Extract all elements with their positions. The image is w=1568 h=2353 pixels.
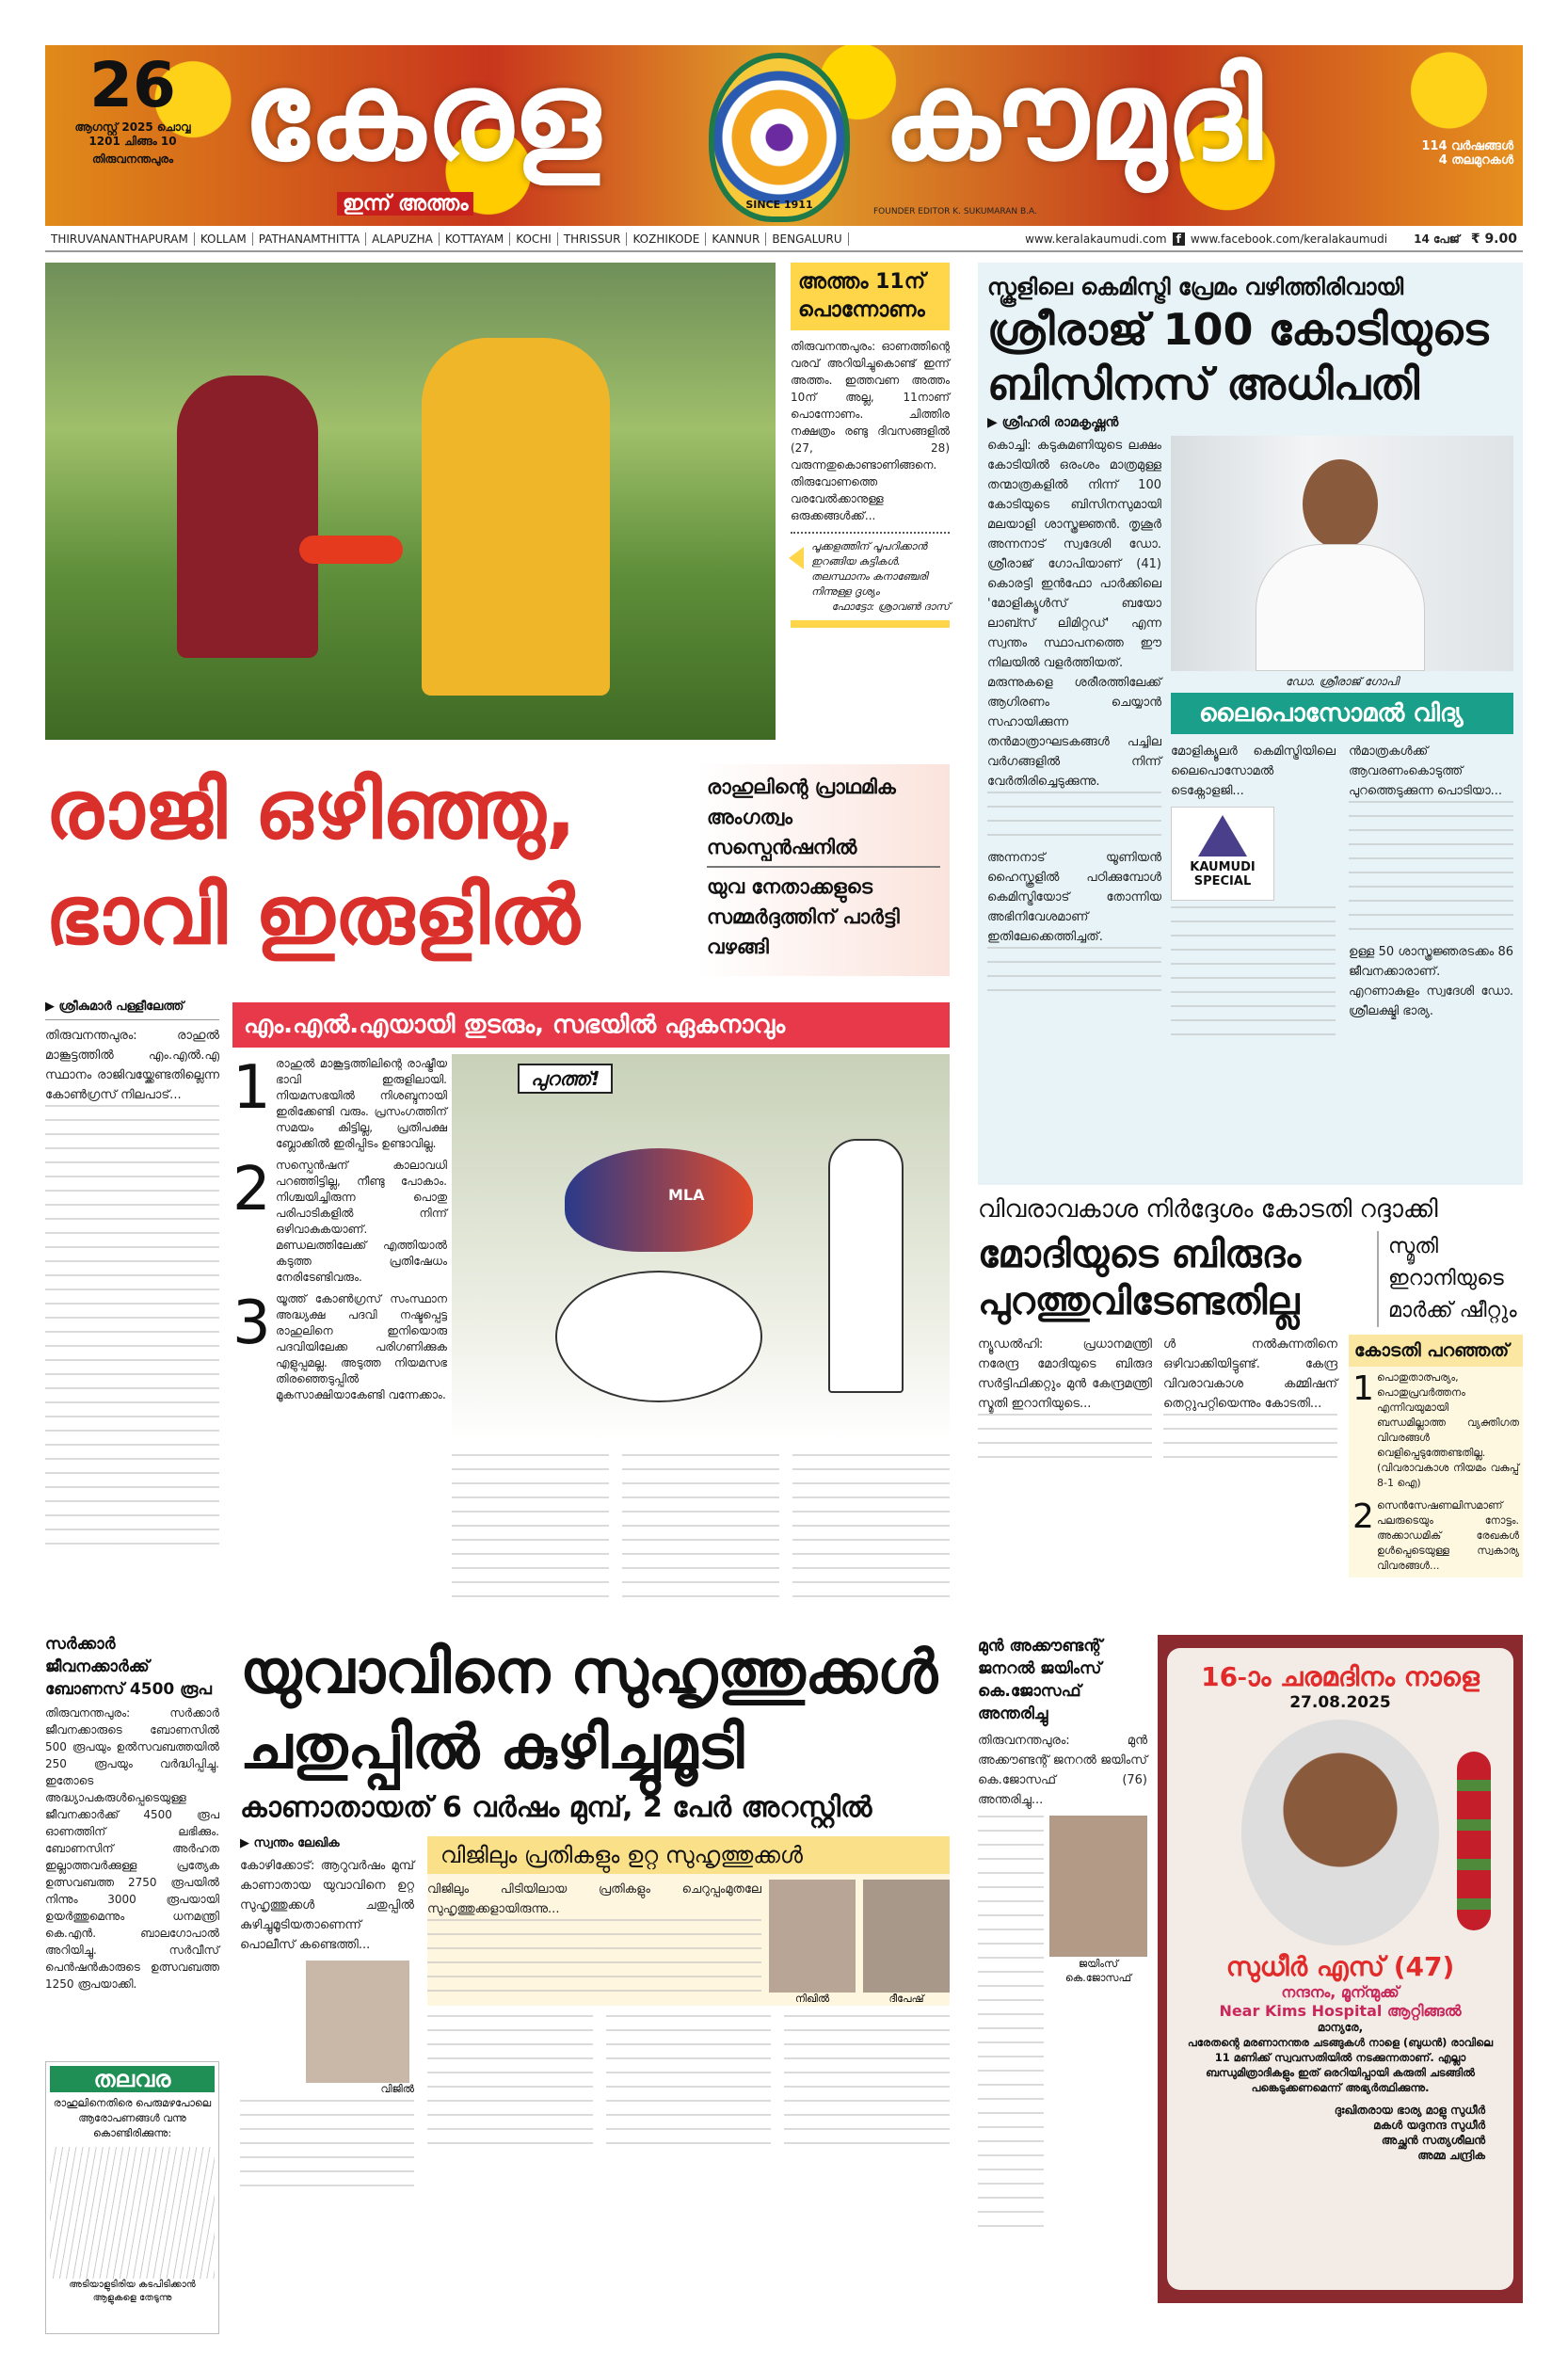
body-text-lines [978, 1816, 1044, 2230]
atham-headline: അത്തം 11ന് പൊന്നോണം [791, 263, 950, 330]
price: ₹ 9.00 [1470, 232, 1517, 247]
portrait-head [1303, 459, 1378, 549]
cartoon-speech-label: പുറത്ത്! [518, 1064, 613, 1094]
city-link[interactable]: PATHANAMTHITTA [253, 232, 366, 246]
modi-story [978, 1193, 1523, 1577]
city-link[interactable]: BENGALURU [766, 232, 848, 246]
point-number: 1 [1352, 1369, 1374, 1408]
bonus-headline: സർക്കാർ ജീവനക്കാർക്ക് ബോണസ് 4500 രൂപ [45, 1635, 212, 1699]
bonus-body: തിരുവനന്തപുരം: സർക്കാർ ജീവനക്കാരുടെ ബോണസിൽ 500 രൂപയും ഉൽസവബത്തയിൽ 250 രൂപയും വർദ്ധിപ്പിച്ചു. ഇതോടെ അദ്ധ്യാപകരുൾപ്പെടെയുള്ള ജീവനക്കാർക്ക് 4500 രൂപ ഓണത്തിന് ലഭിക്കും. ബോണസിന് അർഹത ഇല്ലാത്തവർക്കുള്ള പ്രത്യേക ഉത്സവബത്ത 2750 രൂപയിൽ നിന്നും 3000 രൂപയായി ഉയർത്തുമെന്നും ധനമന്ത്രി കെ.എൻ. ബാലഗോപാൽ അറിയിച്ചു. സർവീസ് പെൻഷൻകാരുടെ ഉത്സവബത്ത 1250 രൂപയാക്കി. [45, 1706, 219, 1991]
side-headline: യുവ നേതാക്കളുടെ സമ്മർദ്ദത്തിന് പാർട്ടി വഴങ്ങി [707, 875, 900, 958]
rahul-points [232, 1053, 447, 1409]
anniversary-badge [1400, 139, 1513, 168]
generations-label: 4 തലമുറകൾ [1438, 153, 1513, 168]
body-text-lines [987, 947, 1161, 1003]
city-link[interactable]: KOLLAM [195, 232, 253, 246]
body-text-lines [987, 792, 1161, 848]
numbered-point [232, 1053, 447, 1152]
lab-coat [1256, 544, 1425, 671]
photo-caption: ദീപേഷ് [888, 1993, 924, 2005]
photo-credit: ഫോട്ടോ: ശ്രാവൺ ദാസ് [831, 600, 950, 613]
website-link[interactable]: www.keralakaumudi.com [1025, 232, 1167, 246]
court-said-title: കോടതി പറഞ്ഞത് [1349, 1335, 1523, 1367]
photo-caption: നിഖിൽ [794, 1993, 830, 2005]
murder-subhead: കാണാതായത് 6 വർഷം മുമ്പ്, 2 പേർ അറസ്റ്റിൽ [240, 1791, 872, 1824]
court-said-box [1349, 1335, 1523, 1577]
body-text-lines [978, 1414, 1152, 1470]
box-body: വിജിലും പിടിയിലായ പ്രതികളും ചെറുപ്പംമുതലേ സുഹൃത്തുക്കളായിരുന്നു... [427, 1882, 761, 1916]
family-member: ദുഃഖിതരായ ഭാര്യ മാളു സുധീർ [1334, 2104, 1485, 2117]
point-text: സെൻസേഷണലിസമാണ് പലരുടെയും നോട്ടം. അക്കാഡമിക് രേഖകൾ ഉൾപ്പെടെയുള്ള സ്വകാര്യ വിവരങ്ങൾ... [1377, 1499, 1519, 1572]
thalavara-caption: അടിയാളുടിരിയ കടപിടിക്കാൻ ആളുകളെ തേടുന്നു [69, 2280, 196, 2303]
point-text: സസ്പെൻഷന് കാലാവധി പറഞ്ഞിട്ടില്ല, നീണ്ടു പോകാം. നിശ്ചയിച്ചിരുന്ന പൊതു പരിപാടികളിൽ നിന്ന് ഒഴിവാകുകയാണ്. മണ്ഡലത്തിലേക്ക് എത്തിയാൽ കടുത്ത പ്രതിഷേധം നേരിടേണ്ടിവരും. [276, 1159, 447, 1284]
logo-left: കേരള [243, 45, 600, 187]
date-day: 26 [89, 49, 176, 121]
facebook-icon: f [1173, 232, 1185, 246]
sreeraj-body: അന്നനാട് യൂണിയൻ ഹൈസ്കൂളിൽ പഠിക്കുമ്പോൾ കെമിസ്ട്രിയോട് തോന്നിയ അഭിനിവേശമാണ് ഇതിലേക്കെത്തിച്ചത്. [987, 851, 1161, 944]
bonus-story [45, 1633, 219, 1993]
founder-editor: FOUNDER EDITOR K. SUKUMARAN B.A. [873, 207, 1037, 216]
atham-photo [45, 263, 776, 740]
today-label: ഇന്ന് അത്തം [337, 192, 473, 216]
murder-box-title: വിജിലും പ്രതികളും ഉറ്റ സുഹൃത്തുക്കൾ [427, 1836, 950, 1874]
body-text-lines [427, 1919, 761, 1994]
sreeraj-body: മരുന്നുകളെ ശരീരത്തിലേക്ക് ആഗിരണം ചെയ്യാൻ സഹായിക്കുന്ന തൻമാത്രാഘടകങ്ങൾ പച്ചില വർഗങ്ങളിൽ നിന്ന് വേർതിരിച്ചെടുക്കുന്നു. [987, 676, 1161, 789]
murder-headline: യുവാവിനെ സുഹൃത്തുക്കൾ ചതുപ്പിൽ കുഴിച്ചുമൂടി [240, 1638, 938, 1783]
atham-story [791, 263, 950, 628]
rahul-continued [452, 1454, 950, 1609]
modi-body: ന്യൂഡൽഹി: പ്രധാനമന്ത്രി നരേന്ദ്ര മോദിയുടെ ബിരുദ സർട്ടിഫിക്കറ്റും മുൻ കേന്ദ്രമന്ത്രി സ്മൃതി ഇറാനിയുടെ... [978, 1337, 1152, 1411]
atham-body: തിരുവനന്തപുരം: ഓണത്തിന്റെ വരവ് അറിയിച്ചുകൊണ്ട് ഇന്ന് അത്തം. ഇത്തവണ അത്തം 10ന് അല്ല, 11നാണ് പൊന്നോണം. ചിത്തിര നക്ഷത്രം രണ്ടു ദിവസങ്ങളിൽ (27, 28) വരുന്നതുകൊണ്ടാണിങ്ങനെ. [791, 340, 950, 472]
child-figure [177, 376, 318, 658]
edition-nav [45, 228, 1523, 252]
byline-name: സ്വന്തം ലേഖിക [253, 1836, 340, 1850]
obit-date: 27.08.2025 [1289, 1693, 1391, 1712]
sreeraj-headline: ശ്രീരാജ് 100 കോടിയുടെ ബിസിനസ് അധിപതി [987, 304, 1489, 409]
jayims-story [978, 1635, 1147, 2230]
family-member: മകൾ യദുനന്ദ സുധീർ [1373, 2119, 1485, 2132]
thalavara-title: തലവര [50, 2066, 215, 2092]
body-text-lines [1171, 906, 1336, 1038]
city-link[interactable]: ALAPUZHA [366, 232, 440, 246]
byline-name: ശ്രീകുമാർ പള്ളീലേത്ത് [58, 1000, 184, 1014]
obit-name: സുധീർ എസ് (47) [1225, 1951, 1455, 1982]
obituary-ad [1158, 1635, 1523, 2303]
sreeraj-photo [1171, 436, 1513, 671]
rahul-sidebar [697, 764, 950, 976]
photo-caption: ജയിംസ് കെ.ജോസഫ് [1064, 1958, 1132, 1984]
section-body: ൻമാത്രകൾക്ക് ആവരണംകൊടുത്ത് പുറത്തെടുക്കുന്ന പൊടിയാ... [1349, 744, 1503, 798]
photo-caption: വിജിൽ [380, 2083, 414, 2095]
numbered-point [232, 1155, 447, 1286]
since-label: SINCE 1911 [745, 199, 813, 211]
city-link[interactable]: THRISSUR [558, 232, 628, 246]
point-text: പൊതുതാത്പര്യം, പൊതുപ്രവർത്തനം എന്നിവയുമായി ബന്ധമില്ലാത്ത വ്യക്തിഗത വിവരങ്ങൾ വെളിപ്പെടുത്തേണ്ടതില്ല. (വിവരാവകാശ നിയമം വകുപ്പ് 8-1 ഐ) [1377, 1371, 1519, 1489]
court-points [1349, 1367, 1523, 1577]
triangle-icon [1198, 815, 1247, 856]
page-count: 14 പേജ് [1414, 232, 1460, 246]
kaumudi-special-badge [1171, 807, 1274, 901]
obit-portrait [1241, 1720, 1439, 1945]
jayims-body: തിരുവനന്തപുരം: മുൻ അക്കൗണ്ടന്റ് ജനറൽ ജയിംസ് കെ.ജോസഫ് (76) അന്തരിച്ചു... [978, 1734, 1147, 1807]
date-malayalam: 1201 ചിങ്ങം 10 [88, 135, 177, 148]
rahul-headline: രാജി ഒഴിഞ്ഞു, ഭാവി ഇരുളിൽ [45, 763, 580, 963]
victim-photo [306, 1961, 409, 2083]
murder-body: കോഴിക്കോട്: ആറുവർഷം മുമ്പ് കാണാതായ യുവാവിനെ ഉറ്റ സുഹൃത്തുക്കൾ ചതുപ്പിൽ കുഴിച്ചുമൂടിയതാണെന്ന് പൊലീസ് കണ്ടെത്തി... [240, 1859, 414, 1952]
obit-salutation: മാന്യരേ, [1317, 2021, 1364, 2034]
city-list [45, 232, 849, 246]
obit-address: Near Kims Hospital ആറ്റിങ്ങൽ [1219, 2002, 1462, 2020]
murder-story: യുവാവിനെ സുഹൃത്തുക്കൾ ചതുപ്പിൽ കുഴിച്ചുമൂടി കാണാതായത് 6 വർഷം മുമ്പ്, 2 പേർ അറസ്റ്റിൽ ▶ സ്വന്തം ലേഖിക കോഴിക്കോട്: ആറുവർഷം മുമ്പ് കാണാതായ യുവാവിനെ ഉറ്റ സുഹൃത്തുക്കൾ ചതുപ്പിൽ കുഴിച്ചുമൂടിയതാണെന്ന് പൊലീസ് കണ്ടെത്തി... വിജിൽ വിജിലും പ്രതികളും ഉറ്റ സുഹൃത്തുക്കൾ വിജിലും പിടിയിലായ പ്രതികളും ചെറുപ്പംമുതലേ സുഹൃത്തുക്കളായിരുന്നു... നിഖിൽ ദീപേഷ് [240, 1635, 950, 2194]
body-text-lines [240, 2100, 414, 2194]
accused-photo [769, 1880, 856, 1993]
masthead [45, 45, 1523, 226]
city-link[interactable]: KOCHI [510, 232, 558, 246]
modi-kicker: വിവരാവകാശ നിർദ്ദേശം കോടതി റദ്ദാക്കി [978, 1195, 1438, 1224]
rahul-story: ▶ ശ്രീകുമാർ പള്ളീലേത്ത് തിരുവനന്തപുരം: രാഹുൽ മാങ്കൂട്ടത്തിൽ എം.എൽ.എ സ്ഥാനം രാജിവയ്ക്കേണ്ടതില്ലെന്ന കോൺഗ്രസ് നിലപാട്... [45, 1000, 219, 1557]
city-link[interactable]: THIRUVANANTHAPURAM [45, 232, 195, 246]
section-body: മോളിക്യൂലർ കെമിസ്ട്രിയിലെ ലൈപൊസോമൽ ടെക്നോളജി... [1171, 744, 1336, 798]
rahul-banner: എം.എൽ.എയായി തുടരും, സഭയിൽ ഏകനാവും [232, 1002, 950, 1048]
flowers [299, 536, 403, 564]
court-point [1349, 1367, 1523, 1495]
obit-message: പരേതന്റെ മരണാനന്തര ചടങ്ങുകൾ നാളെ (ബുധൻ) രാവിലെ 11 മണിക്ക് സ്വവസതിയിൽ നടക്കുന്നതാണ്. എല്ലാ ബന്ധുമിത്രാദികളും ഇത് ഒരറിയിപ്പായി കരുതി ചടങ്ങിൽ പങ്കെടുക്കണമെന്ന് അഭ്യർത്ഥിക്കുന്നു. [1187, 2036, 1494, 2094]
modi-side-headline: സ്മൃതി ഇറാനിയുടെ മാർക്ക് ഷീറ്റും [1377, 1231, 1523, 1327]
politician-figure [555, 1271, 762, 1402]
point-number: 3 [232, 1289, 271, 1358]
thalavara-cartoon [45, 2061, 219, 2334]
byline: ▶ ശ്രീഹരി രാമകൃഷ്ണൻ [987, 415, 1119, 430]
obit-address: നന്ദനം, മൂന്ന്മുക്ക് [1281, 1983, 1400, 2001]
jayims-photo [1049, 1816, 1147, 1957]
point-number: 1 [232, 1053, 271, 1123]
facebook-link[interactable]: www.facebook.com/keralakaumudi [1190, 232, 1388, 246]
years-label: 114 വർഷങ്ങൾ [1421, 139, 1513, 153]
pookalam-emblem [709, 53, 850, 222]
politician-figure [828, 1139, 904, 1393]
photo-caption [791, 532, 950, 615]
court-point [1349, 1495, 1523, 1577]
rain-cartoon [50, 2147, 215, 2279]
family-member: അച്ഛൻ സത്യശീലൻ [1381, 2134, 1485, 2147]
city-link[interactable]: KOZHIKODE [627, 232, 706, 246]
obit-family [1167, 2103, 1513, 2163]
body-text-lines [1349, 801, 1513, 942]
thalavara-text: രാഹുലിനെതിരെ പെരുമഴപോലെ ആരോപണങ്ങൾ വന്നു കൊണ്ടിരിക്കുന്നു: [53, 2097, 212, 2139]
accused-photo [863, 1880, 950, 1993]
city-link[interactable]: KANNUR [706, 232, 766, 246]
sreeraj-body: കൊച്ചി: കടുകുമണിയുടെ ലക്ഷം കോടിയിൽ ഒരംശം മാത്രമുള്ള തന്മാത്രകളിൽ നിന്ന് 100 കോടിയുടെ ബിസിനസുമായി മലയാളി ശാസ്ത്രജ്ഞൻ. തൃശൂർ അന്നനാട് സ്വദേശി ഡോ. ശ്രീരാജ് ഗോപിയാണ് (41) കൊരട്ടി ഇൻഫോ പാർക്കിലെ 'മോളിക്യൂൾസ് ബയോ ലാബ്സ് ലിമിറ്റഡ്' എന്ന സ്വന്തം സ്ഥാപനത്തെ ഈ നിലയിൽ വളർത്തിയത്. [987, 439, 1161, 670]
section-body: ഉള്ള 50 ശാസ്ത്രജ്ഞരടക്കം 86 ജീവനക്കാരാണ്. എറണാകുളം സ്വദേശി ഡോ. ശ്രീലക്ഷ്മി ഭാര്യ. [1349, 945, 1513, 1018]
sreeraj-story [978, 263, 1523, 1185]
rose-garland [1457, 1752, 1491, 1930]
obit-title: 16-ാം ചരമദിനം നാളെ [1201, 1661, 1480, 1692]
rooster-figure [565, 1148, 753, 1252]
special-label: KAUMUDI SPECIAL [1190, 860, 1256, 888]
caption-text: പൂക്കളത്തിന് പൂപറിക്കാൻ ഇറങ്ങിയ കുട്ടികൾ. തലസ്ഥാനം കനാഞ്ചേരി നിന്നുള്ള ദൃശ്യം [811, 540, 928, 598]
rahul-body: തിരുവനന്തപുരം: രാഹുൽ മാങ്കൂട്ടത്തിൽ എം.എൽ.എ സ്ഥാനം രാജിവയ്ക്കേണ്ടതില്ലെന്ന കോൺഗ്രസ് നിലപാട്... [45, 1029, 219, 1102]
body-text-lines [1163, 1414, 1337, 1470]
logo-right: കൗമുദി [883, 45, 1263, 187]
byline-name: ശ്രീഹരി രാമകൃഷ്ണൻ [1001, 415, 1119, 430]
body-text-lines [45, 1105, 219, 1557]
point-number: 2 [1352, 1497, 1374, 1536]
side-headline: രാഹുലിന്റെ പ്രാഥമിക അംഗത്വം സസ്പെൻഷനിൽ [707, 772, 940, 868]
family-member: അമ്മ ചന്ദ്രിക [1417, 2149, 1485, 2162]
dateline [72, 51, 194, 167]
point-text: യൂത്ത് കോൺഗ്രസ് സംസ്ഥാന അദ്ധ്യക്ഷ പദവി നഷ്ടപ്പെട്ട രാഹുലിനെ ഇനിയൊരു പദവിയിലേക്ക പരിഗണിക്കുക എളുപ്പമല്ല. അടുത്ത നിയമസഭ തിരഞ്ഞെടുപ്പിൽ മൂകസാക്ഷിയാകേണ്ടി വന്നേക്കാം. [276, 1292, 447, 1401]
divider [791, 620, 950, 628]
edition-city: തിരുവനന്തപുരം [91, 152, 174, 166]
cartoon [452, 1054, 950, 1440]
child-figure [422, 338, 610, 696]
liposomal-section-title: ലൈപൊസോമൽ വിദ്യ [1171, 693, 1513, 734]
photo-caption: ഡോ. ശ്രീരാജ് ഗോപി [1285, 675, 1400, 688]
city-link[interactable]: KOTTAYAM [440, 232, 510, 246]
mla-label: MLA [668, 1186, 705, 1204]
modi-headline: മോദിയുടെ ബിരുദം പുറത്തുവിടേണ്ടതില്ല [978, 1233, 1302, 1323]
point-text: രാഹുൽ മാങ്കൂട്ടത്തിലിന്റെ രാഷ്ട്രീയ ഭാവി ഇരുളിലായി. നിയമസഭയിൽ നിശബ്ദനായി ഇരിക്കേണ്ടി വരും. പ്രസംഗത്തിന് സമയം കിട്ടില്ല, പ്രതിപക്ഷ ബ്ലോക്കിൽ ഇരിപ്പിടം ഉണ്ടാവില്ല. [276, 1057, 447, 1150]
point-number: 2 [232, 1155, 271, 1225]
caption-arrow-icon [777, 547, 804, 569]
jayims-headline: മുൻ അക്കൗണ്ടന്റ് ജനറൽ ജയിംസ് കെ.ജോസഫ് അന്തരിച്ചു [978, 1637, 1103, 1723]
date-gregorian: ആഗസ്റ്റ് 2025 ചൊവ്വ [74, 120, 191, 134]
sreeraj-kicker: സ്കൂളിലെ കെമിസ്ട്രി പ്രേമം വഴിത്തിരിവായി [987, 274, 1404, 300]
numbered-point [232, 1291, 447, 1403]
atham-body: തിരുവോണത്തെ വരവേൽക്കാനുള്ള ഒരുക്കങ്ങൾക്ക്... [791, 475, 884, 522]
modi-body: ൾ നൽകുന്നതിനെ ഒഴിവാക്കിയിട്ടുണ്ട്. കേന്ദ്ര വിവരാവകാശ കമ്മിഷന് തെറ്റുപറ്റിയെന്നും കോടതി... [1163, 1337, 1337, 1411]
